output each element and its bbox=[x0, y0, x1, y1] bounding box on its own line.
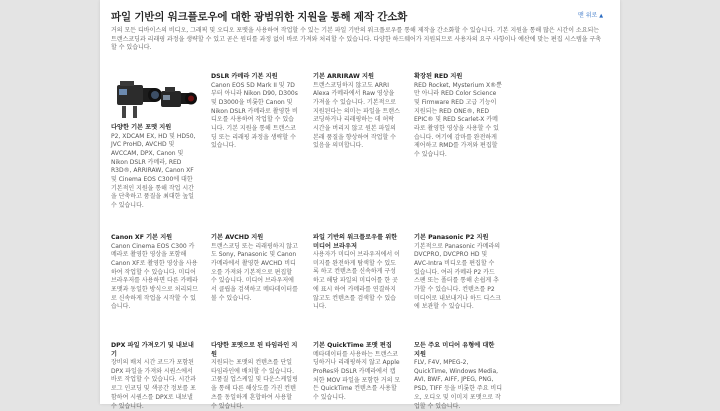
feature-dpx bbox=[111, 342, 199, 411]
feature-description: 트랜스코딩하지 않고도 ARRI Alexa 카메라에서 Raw 영상을 가져올 수 있습니다. 기본적으로 지원된다는 의미는 파일을 트랜스코딩하거나 리래핑하는 데 허락 시간을 버리지 않고 원본 파일의 본래 품질을 향상하여 작업할 수 있음을 의미합니다. bbox=[313, 81, 400, 150]
feature-arriraw bbox=[313, 73, 401, 151]
feature-description: 사용자가 미디어 브라우저에서 이미지를 완전하게 탐색할 수 있도록 하고 컨텐츠를 신속하게 구성하고 해당 파일의 미디어를 한 곳에 표시 하여 카메라를 연결하지 않고도 컨텐츠를 검색할 수 있습니다. bbox=[313, 251, 400, 311]
feature-native-formats bbox=[111, 124, 199, 211]
feature-title: 기본 AVCHD 지원 bbox=[211, 234, 264, 241]
back-to-top-link[interactable] bbox=[578, 10, 603, 19]
feature-description: Canon EOS 5D Mark II 및 7D부터 아니라 Nikon D90, D300s 및 D3000을 비롯한 Canon 및 Nikon DSLR 카메라로 촬영한 비디오를 사용하여 작업할 수 있습니다. 기본 지원을 통해 트랜스코딩 또는 리래핑 과정을 생략할 수 있습니다. bbox=[211, 81, 298, 150]
feature-description: P2, XDCAM EX, HD 및 HD50, JVC ProHD, AVCHD 및 AVCCAM, DPX, Canon 및 Nikon DSLR 카메라, RED R3D®, ARRIRAW, Canon XF 및 Cinema EOS C300에 대한 기본적인 지원을 통해 작업 시간을 단축하고 품질을 최대한 높일 수 있습니다. bbox=[111, 132, 196, 210]
feature-description: Canon Cinema EOS C300 카메라로 촬영한 영상을 포함해 Canon XF로 촬영한 영상을 사용하여 작업할 수 있습니다. 미디어 브라우저를 사용하면 다른 카메라 포맷과 동일한 방식으로 처리되므로 신속하게 작업을 시작할 수 있습니다. bbox=[111, 242, 198, 311]
feature-title: 기본 ARRIRAW 지원 bbox=[313, 73, 374, 80]
page-title: 파일 기반의 워크플로우에 대한 광범위한 지원을 통해 제작 간소화 bbox=[111, 11, 408, 23]
feature-title: 모든 주요 미디어 유형에 대한 지원 bbox=[414, 342, 495, 358]
feature-red bbox=[414, 73, 502, 160]
feature-description: RED Rocket, Mysterium X®뿐만 아니라 RED Color Science 및 Firmware RED 고급 기능이 지원되는 RED ONE®, RED EPIC® 및 RED Scarlet-X 카메라로 촬영한 영상을 사용할 수 있습니다. 여기에 감마를 완전하게 제어하고 RMD를 가져와 편집할 수 있습니다. bbox=[414, 81, 502, 159]
feature-description: 기본적으로 Panasonic 카메라의 DVCPRO, DVCPRO HD 및 AVC-Intra 비디오를 편집할 수 있습니다. 여러 카메라 P2 카드 스팬 또는 폴더를 통해 손쉽게 추가할 수 있습니다. 컨텐츠를 P2 미디어로 내보내거나 하드 디스크에 보관할 수 있습니다. bbox=[414, 242, 501, 311]
feature-title: Canon XF 기본 지원 bbox=[111, 234, 173, 241]
feature-mixed-timeline bbox=[211, 342, 299, 411]
arrow-up-icon[interactable]: ▲ bbox=[599, 13, 604, 19]
content-page bbox=[100, 0, 620, 410]
feature-description: 메타데이터를 사용하는 트랜스코딩하거나 리래핑하지 않고 Apple ProRes와 DSLR 카메라에서 캡처한 MOV 파일을 포함한 거의 모든 QuickTime 컨텐츠를 사용할 수 있습니다. bbox=[313, 350, 401, 402]
feature-dslr bbox=[211, 73, 299, 151]
feature-media-browser bbox=[313, 234, 401, 312]
feature-title: 다양한 포맷으로 된 타임라인 지원 bbox=[211, 342, 298, 358]
feature-avchd bbox=[211, 234, 299, 303]
camera-image bbox=[111, 73, 199, 121]
feature-title: 기본 QuickTime 포맷 편집 bbox=[313, 342, 392, 349]
feature-panasonic-p2 bbox=[414, 234, 502, 312]
feature-description: 장비의 배치 시간 코드가 포함된 DPX 파일을 가져와 시퀀스에서 바로 작업할 수 있습니다. 시간과 로그 인코딩 및 색공간 정보를 포함하여 시퀀스를 DPX로 내보낼 수 있습니다. bbox=[111, 359, 196, 410]
feature-description: 트랜스코딩 또는 리래핑하지 않고도 Sony, Panasonic 및 Canon 카메라에서 촬영한 AVCHD 비디오를 가져와 기본적으로 편집할 수 있습니다. 미디어 브라우저에서 클립을 검색하고 메타데이터를 볼 수 있습니다. bbox=[211, 242, 298, 302]
feature-description: FLV, F4V, MPEG-2, QuickTime, Windows Media, AVI, BWF, AIFF, JPEG, PNG, PSD, TIFF 등을 비롯한 주요 비디오, 오디오 및 이미지 포맷으로 작업할 수 있습니다. bbox=[414, 359, 502, 410]
feature-title: 파일 기반의 워크플로우를 위한 미디어 브라우저 bbox=[313, 234, 398, 250]
feature-description: 지원되는 포맷의 컨텐츠를 단일 타임라인에 배치할 수 있습니다. 고품질 업스케일 및 다운스케일링을 통해 다른 해상도를 가진 컨텐츠를 동일하게 혼합하여 사용할 수 있습니다. bbox=[211, 359, 298, 410]
feature-media-types bbox=[414, 342, 502, 411]
feature-quicktime bbox=[313, 342, 401, 403]
feature-title: DPX 파일 가져오기 및 내보내기 bbox=[111, 342, 194, 358]
feature-title: DSLR 카메라 기본 지원 bbox=[211, 73, 278, 80]
feature-title: 기본 Panasonic P2 지원 bbox=[414, 234, 489, 241]
feature-canon-xf bbox=[111, 234, 199, 312]
feature-title: 확장된 RED 지원 bbox=[414, 73, 463, 80]
intro-paragraph: 거의 모든 디바이스의 비디오, 그래픽 및 오디오 포맷을 사용하여 작업할 수 있는 기본 파일 기반의 워크플로우를 통해 제작을 간소화할 수 있습니다. 기본 지원을 통해 많은 시간이 소요되는 트랜스코딩과 리래핑 과정을 생략할 수 있고 곧은 원더를 과정 없이 바로 가져와 처리할 수 있습니다. 다양한 하드웨어가 지원되므로 사용자의 요구 사항이나 예산에 맞는 편집 시스템을 구축할 수 있습니다. bbox=[111, 27, 602, 52]
back-to-top-label[interactable]: 맨 위로 bbox=[578, 12, 598, 19]
feature-title: 다양한 기본 포맷 지원 bbox=[111, 124, 172, 131]
